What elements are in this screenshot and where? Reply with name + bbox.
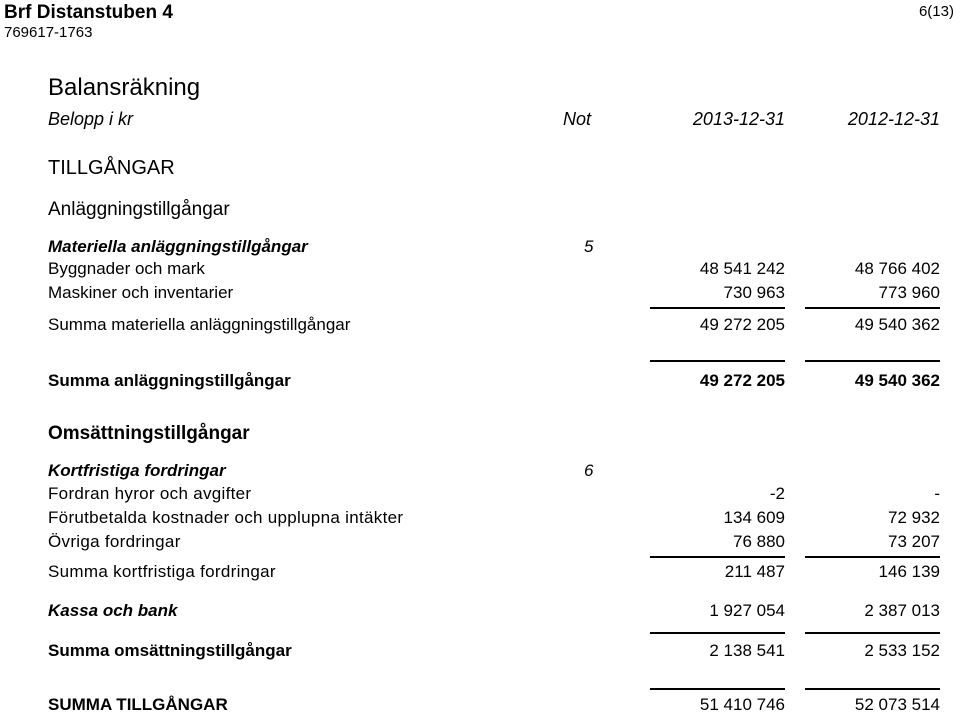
- value-previous: 146 139: [878, 562, 940, 581]
- value-previous: 72 932: [888, 508, 940, 527]
- table-row: [0, 508, 960, 532]
- row-label: Maskiner och inventarier: [48, 283, 234, 302]
- value-current: 76 880: [733, 532, 785, 551]
- table-row: [0, 601, 960, 625]
- value-current: 49 272 205: [699, 315, 785, 334]
- value-current: 49 272 205: [699, 371, 785, 390]
- table-row-total: [0, 371, 960, 395]
- group-materiella: [0, 237, 960, 261]
- note-ref: 6: [584, 461, 594, 480]
- column-previous-year: 2012-12-31: [847, 109, 940, 129]
- section-tillgangar: [0, 157, 960, 181]
- value-current: 730 963: [723, 283, 785, 302]
- sum-rule: [805, 688, 940, 690]
- sum-rule: [805, 632, 940, 634]
- sum-rule: [805, 360, 940, 362]
- page-title: Balansräkning: [48, 74, 201, 101]
- row-label: Summa materiella anläggningstillgångar: [48, 315, 351, 334]
- row-label: Byggnader och mark: [48, 259, 205, 278]
- row-label: Kassa och bank: [48, 601, 178, 620]
- table-row: [0, 259, 960, 283]
- page-number: 6(13): [918, 3, 954, 20]
- note-ref: 5: [584, 237, 594, 256]
- value-current: 51 410 746: [699, 695, 785, 714]
- column-current-year: 2013-12-31: [692, 109, 785, 129]
- value-previous: 49 540 362: [854, 371, 940, 390]
- value-current: -2: [769, 484, 785, 503]
- table-row-total: [0, 641, 960, 665]
- column-header: [0, 109, 960, 133]
- sum-rule: [650, 307, 785, 309]
- column-note: Not: [563, 109, 592, 129]
- table-row: [0, 283, 960, 307]
- column-label: Belopp i kr: [48, 109, 134, 129]
- value-current: 134 609: [723, 508, 785, 527]
- table-row-grand-total: [0, 695, 960, 719]
- value-previous: 773 960: [878, 283, 940, 302]
- organization-name: Brf Distanstuben 4: [4, 2, 173, 23]
- section-label: Anläggningstillgångar: [48, 199, 230, 220]
- value-previous: 48 766 402: [854, 259, 940, 278]
- row-label: Fordran hyror och avgifter: [48, 484, 252, 503]
- value-previous: 2 387 013: [864, 601, 940, 620]
- value-current: 1 927 054: [709, 601, 785, 620]
- value-previous: 2 533 152: [864, 641, 940, 660]
- value-current: 48 541 242: [699, 259, 785, 278]
- value-current: 211 487: [724, 562, 785, 581]
- row-label: Förutbetalda kostnader och upplupna intäkter: [48, 508, 404, 527]
- row-label: Summa kortfristiga fordringar: [48, 562, 276, 581]
- value-previous: 73 207: [888, 532, 940, 551]
- sum-rule: [805, 556, 940, 558]
- group-label: Kortfristiga fordringar: [48, 461, 226, 480]
- sum-rule: [650, 688, 785, 690]
- table-row: [0, 532, 960, 556]
- section-label: Omsättningstillgångar: [48, 423, 250, 444]
- table-row-subtotal: [0, 315, 960, 339]
- value-previous: -: [934, 484, 940, 503]
- row-label: Övriga fordringar: [48, 532, 181, 551]
- section-omsattningstillgangar: [0, 423, 960, 447]
- row-label: SUMMA TILLGÅNGAR: [48, 695, 228, 714]
- sum-rule: [650, 556, 785, 558]
- organization-number: 769617-1763: [4, 24, 93, 41]
- group-label: Materiella anläggningstillgångar: [48, 237, 308, 256]
- group-kortfristiga: [0, 461, 960, 485]
- value-previous: 52 073 514: [854, 695, 940, 714]
- table-row: [0, 484, 960, 508]
- sum-rule: [650, 360, 785, 362]
- section-label: TILLGÅNGAR: [48, 157, 175, 179]
- table-row-subtotal: [0, 562, 960, 586]
- value-previous: 49 540 362: [854, 315, 940, 334]
- value-current: 2 138 541: [709, 641, 785, 660]
- section-anlaggningstillgangar: [0, 199, 960, 223]
- row-label: Summa anläggningstillgångar: [48, 371, 291, 390]
- sum-rule: [805, 307, 940, 309]
- sum-rule: [650, 632, 785, 634]
- row-label: Summa omsättningstillgångar: [48, 641, 292, 660]
